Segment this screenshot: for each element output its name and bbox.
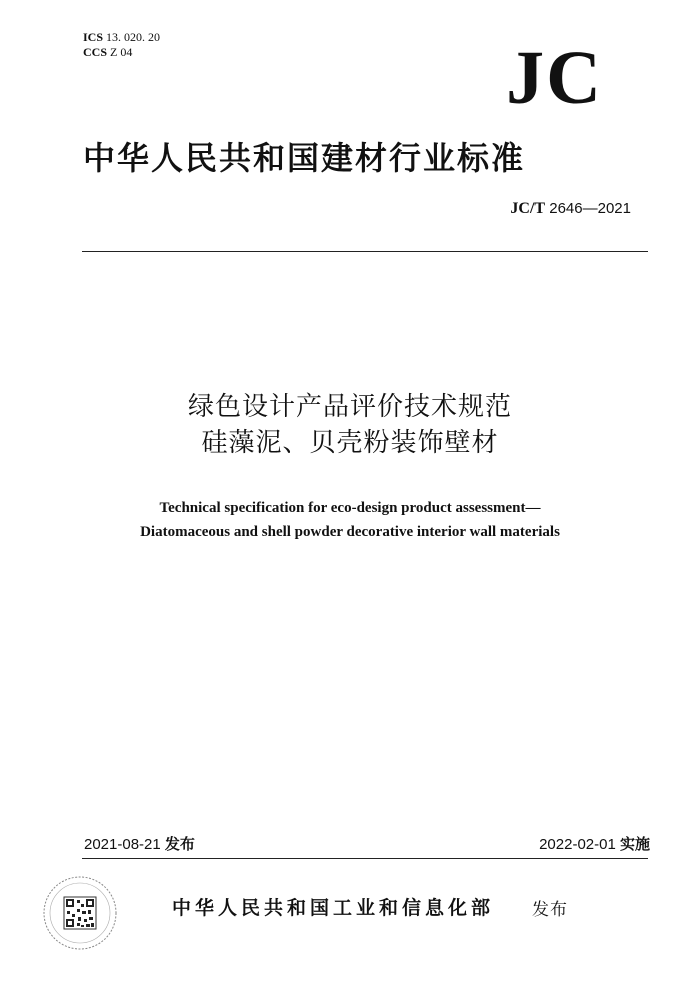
industry-title: 中华人民共和国建材行业标准 <box>83 139 526 177</box>
issuing-ministry: 中华人民共和国工业和信息化部 <box>172 897 495 919</box>
ccs-code <box>83 45 160 60</box>
publish-date-value: 2021-08-21 <box>84 836 161 853</box>
standard-number <box>510 200 631 218</box>
english-title-line-1: Technical specification for eco-design product assessment— <box>159 500 541 516</box>
standard-code: 2646—2021 <box>549 200 631 217</box>
ics-value: 13. 020. 20 <box>106 30 161 44</box>
top-divider <box>82 251 648 252</box>
standard-prefix: JC/T <box>510 200 546 217</box>
bottom-divider <box>82 858 648 859</box>
chinese-title-line-2: 硅藻泥、贝壳粉装饰壁材 <box>201 428 499 458</box>
ics-label: ICS <box>83 30 104 44</box>
ics-code <box>83 30 160 45</box>
classification-codes <box>83 30 160 60</box>
implement-date <box>539 833 650 854</box>
publish-word: 发布 <box>164 835 195 853</box>
chinese-title-line-1: 绿色设计产品评价技术规范 <box>187 392 512 422</box>
issue-word: 发布 <box>532 900 568 920</box>
ccs-value: Z 04 <box>110 45 133 59</box>
publish-date <box>84 833 195 854</box>
implement-date-value: 2022-02-01 <box>539 836 616 853</box>
qr-code-seal-icon <box>40 873 120 953</box>
english-title-line-2: Diatomaceous and shell powder decorative interior wall materials <box>140 524 560 540</box>
implement-word: 实施 <box>619 835 650 853</box>
ccs-label: CCS <box>83 45 108 59</box>
jc-logo: JC <box>506 36 603 120</box>
